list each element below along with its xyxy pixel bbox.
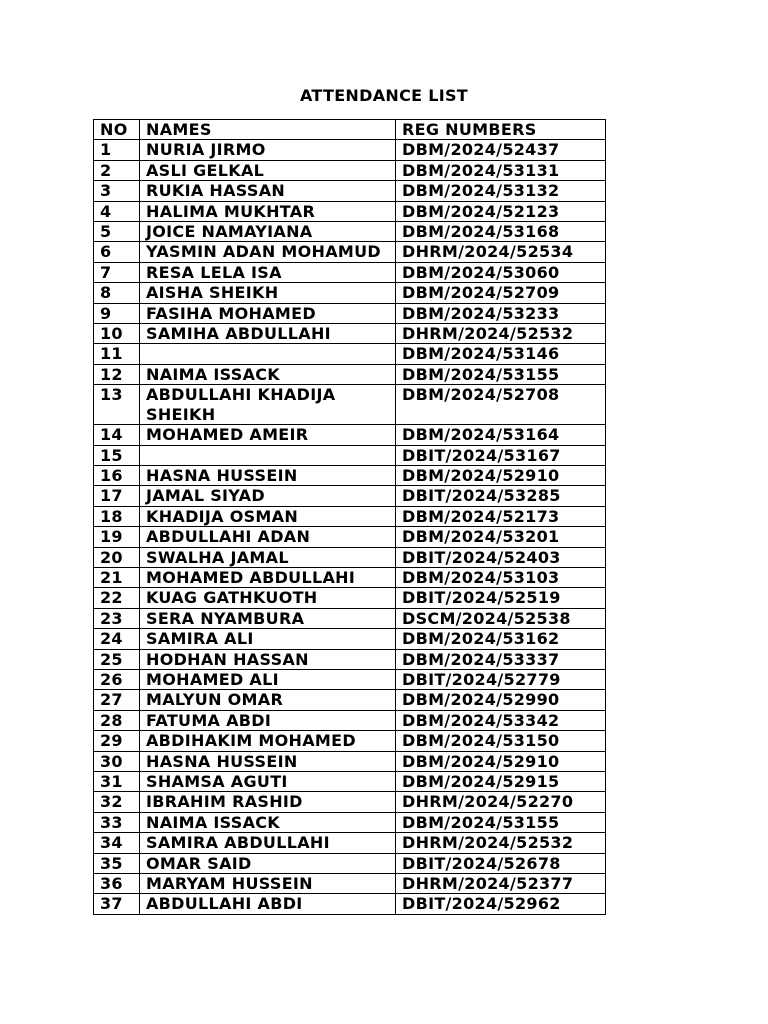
table-row	[94, 751, 606, 771]
name-cell: HODHAN HASSAN	[140, 649, 396, 669]
name-cell: SAMIHA ABDULLAHI	[140, 324, 396, 344]
name-cell: AISHA SHEIKH	[140, 283, 396, 303]
table-row	[94, 242, 606, 262]
table-row	[94, 160, 606, 180]
table-row	[94, 894, 606, 914]
table-row	[94, 140, 606, 160]
row-number-cell: 9	[94, 303, 140, 323]
table-row	[94, 833, 606, 853]
reg-number-cell: DBM/2024/53201	[396, 527, 606, 547]
reg-number-cell: DBM/2024/53103	[396, 567, 606, 587]
reg-number-cell: DHRM/2024/52532	[396, 833, 606, 853]
name-cell: JOICE NAMAYIANA	[140, 222, 396, 242]
row-number-cell: 12	[94, 364, 140, 384]
column-header-no: NO	[94, 120, 140, 140]
row-number-cell: 34	[94, 833, 140, 853]
name-cell: MALYUN OMAR	[140, 690, 396, 710]
name-cell: SHAMSA AGUTI	[140, 772, 396, 792]
name-cell: SAMIRA ABDULLAHI	[140, 833, 396, 853]
row-number-cell: 36	[94, 874, 140, 894]
row-number-cell: 33	[94, 812, 140, 832]
reg-number-cell: DBM/2024/53337	[396, 649, 606, 669]
reg-number-cell: DBM/2024/52910	[396, 751, 606, 771]
name-cell: MOHAMED ALI	[140, 669, 396, 689]
table-row	[94, 731, 606, 751]
row-number-cell: 25	[94, 649, 140, 669]
reg-number-cell: DHRM/2024/52270	[396, 792, 606, 812]
row-number-cell: 27	[94, 690, 140, 710]
reg-number-cell: DBIT/2024/52403	[396, 547, 606, 567]
table-header-row	[94, 120, 606, 140]
row-number-cell: 17	[94, 486, 140, 506]
row-number-cell: 2	[94, 160, 140, 180]
table-row	[94, 385, 606, 425]
name-cell: IBRAHIM RASHID	[140, 792, 396, 812]
row-number-cell: 26	[94, 669, 140, 689]
table-row	[94, 669, 606, 689]
name-cell: YASMIN ADAN MOHAMUD	[140, 242, 396, 262]
name-cell: RUKIA HASSAN	[140, 181, 396, 201]
reg-number-cell: DBIT/2024/52779	[396, 669, 606, 689]
reg-number-cell: DSCM/2024/52538	[396, 608, 606, 628]
reg-number-cell: DBM/2024/53155	[396, 812, 606, 832]
row-number-cell: 7	[94, 262, 140, 282]
name-cell: MOHAMED AMEIR	[140, 425, 396, 445]
name-cell: ABDULLAHI ADAN	[140, 527, 396, 547]
row-number-cell: 10	[94, 324, 140, 344]
table-row	[94, 283, 606, 303]
reg-number-cell: DBM/2024/53164	[396, 425, 606, 445]
table-row	[94, 262, 606, 282]
name-cell: FASIHA MOHAMED	[140, 303, 396, 323]
reg-number-cell: DBM/2024/52437	[396, 140, 606, 160]
row-number-cell: 1	[94, 140, 140, 160]
row-number-cell: 8	[94, 283, 140, 303]
row-number-cell: 32	[94, 792, 140, 812]
name-cell: NAIMA ISSACK	[140, 364, 396, 384]
name-cell: MOHAMED ABDULLAHI	[140, 567, 396, 587]
reg-number-cell: DBM/2024/53060	[396, 262, 606, 282]
name-cell: KHADIJA OSMAN	[140, 506, 396, 526]
page-title: ATTENDANCE LIST	[299, 86, 469, 105]
reg-number-cell: DBM/2024/52173	[396, 506, 606, 526]
name-cell	[140, 445, 396, 465]
reg-number-cell: DBM/2024/53162	[396, 629, 606, 649]
row-number-cell: 21	[94, 567, 140, 587]
table-row	[94, 690, 606, 710]
row-number-cell: 19	[94, 527, 140, 547]
row-number-cell: 18	[94, 506, 140, 526]
table-row	[94, 547, 606, 567]
name-cell: ASLI GELKAL	[140, 160, 396, 180]
name-cell: ABDULLAHI KHADIJA SHEIKH	[140, 385, 396, 425]
table-row	[94, 506, 606, 526]
table-row	[94, 567, 606, 587]
row-number-cell: 11	[94, 344, 140, 364]
table-row	[94, 222, 606, 242]
reg-number-cell: DBIT/2024/52678	[396, 853, 606, 873]
name-cell: SAMIRA ALI	[140, 629, 396, 649]
name-cell: JAMAL SIYAD	[140, 486, 396, 506]
name-cell: SWALHA JAMAL	[140, 547, 396, 567]
table-row	[94, 874, 606, 894]
table-row	[94, 303, 606, 323]
reg-number-cell: DBM/2024/52123	[396, 201, 606, 221]
reg-number-cell: DHRM/2024/52377	[396, 874, 606, 894]
table-row	[94, 649, 606, 669]
name-cell: MARYAM HUSSEIN	[140, 874, 396, 894]
reg-number-cell: DBM/2024/53233	[396, 303, 606, 323]
reg-number-cell: DBIT/2024/52519	[396, 588, 606, 608]
reg-number-cell: DBIT/2024/53167	[396, 445, 606, 465]
reg-number-cell: DBM/2024/53150	[396, 731, 606, 751]
reg-number-cell: DBM/2024/53342	[396, 710, 606, 730]
name-cell: RESA LELA ISA	[140, 262, 396, 282]
reg-number-cell: DBM/2024/52708	[396, 385, 606, 425]
reg-number-cell: DBM/2024/52915	[396, 772, 606, 792]
table-row	[94, 364, 606, 384]
table-row	[94, 792, 606, 812]
row-number-cell: 20	[94, 547, 140, 567]
column-header-reg-numbers: REG NUMBERS	[396, 120, 606, 140]
row-number-cell: 6	[94, 242, 140, 262]
row-number-cell: 30	[94, 751, 140, 771]
reg-number-cell: DBM/2024/52709	[396, 283, 606, 303]
table-row	[94, 629, 606, 649]
reg-number-cell: DHRM/2024/52532	[396, 324, 606, 344]
row-number-cell: 35	[94, 853, 140, 873]
reg-number-cell: DBM/2024/53132	[396, 181, 606, 201]
row-number-cell: 4	[94, 201, 140, 221]
table-row	[94, 608, 606, 628]
row-number-cell: 13	[94, 385, 140, 425]
table-row	[94, 344, 606, 364]
attendance-table	[93, 119, 606, 915]
row-number-cell: 28	[94, 710, 140, 730]
table-row	[94, 772, 606, 792]
reg-number-cell: DBM/2024/53146	[396, 344, 606, 364]
reg-number-cell: DBM/2024/52990	[396, 690, 606, 710]
row-number-cell: 31	[94, 772, 140, 792]
row-number-cell: 22	[94, 588, 140, 608]
table-row	[94, 181, 606, 201]
name-cell: KUAG GATHKUOTH	[140, 588, 396, 608]
row-number-cell: 16	[94, 465, 140, 485]
table-body	[94, 140, 606, 914]
reg-number-cell: DBM/2024/53131	[396, 160, 606, 180]
name-cell: HASNA HUSSEIN	[140, 465, 396, 485]
row-number-cell: 29	[94, 731, 140, 751]
table-row	[94, 527, 606, 547]
reg-number-cell: DHRM/2024/52534	[396, 242, 606, 262]
row-number-cell: 24	[94, 629, 140, 649]
name-cell: OMAR SAID	[140, 853, 396, 873]
name-cell	[140, 344, 396, 364]
name-cell: NAIMA ISSACK	[140, 812, 396, 832]
row-number-cell: 14	[94, 425, 140, 445]
table-row	[94, 324, 606, 344]
table-row	[94, 486, 606, 506]
row-number-cell: 5	[94, 222, 140, 242]
table-row	[94, 465, 606, 485]
column-header-names: NAMES	[140, 120, 396, 140]
name-cell: ABDIHAKIM MOHAMED	[140, 731, 396, 751]
reg-number-cell: DBIT/2024/52962	[396, 894, 606, 914]
table-row	[94, 588, 606, 608]
table-row	[94, 201, 606, 221]
name-cell: SERA NYAMBURA	[140, 608, 396, 628]
name-cell: NURIA JIRMO	[140, 140, 396, 160]
reg-number-cell: DBM/2024/53155	[396, 364, 606, 384]
table-row	[94, 853, 606, 873]
table-row	[94, 812, 606, 832]
reg-number-cell: DBM/2024/53168	[396, 222, 606, 242]
table-row	[94, 425, 606, 445]
name-cell: HALIMA MUKHTAR	[140, 201, 396, 221]
row-number-cell: 37	[94, 894, 140, 914]
table-row	[94, 445, 606, 465]
table-row	[94, 710, 606, 730]
row-number-cell: 3	[94, 181, 140, 201]
name-cell: FATUMA ABDI	[140, 710, 396, 730]
row-number-cell: 15	[94, 445, 140, 465]
name-cell: HASNA HUSSEIN	[140, 751, 396, 771]
reg-number-cell: DBM/2024/52910	[396, 465, 606, 485]
row-number-cell: 23	[94, 608, 140, 628]
reg-number-cell: DBIT/2024/53285	[396, 486, 606, 506]
name-cell: ABDULLAHI ABDI	[140, 894, 396, 914]
